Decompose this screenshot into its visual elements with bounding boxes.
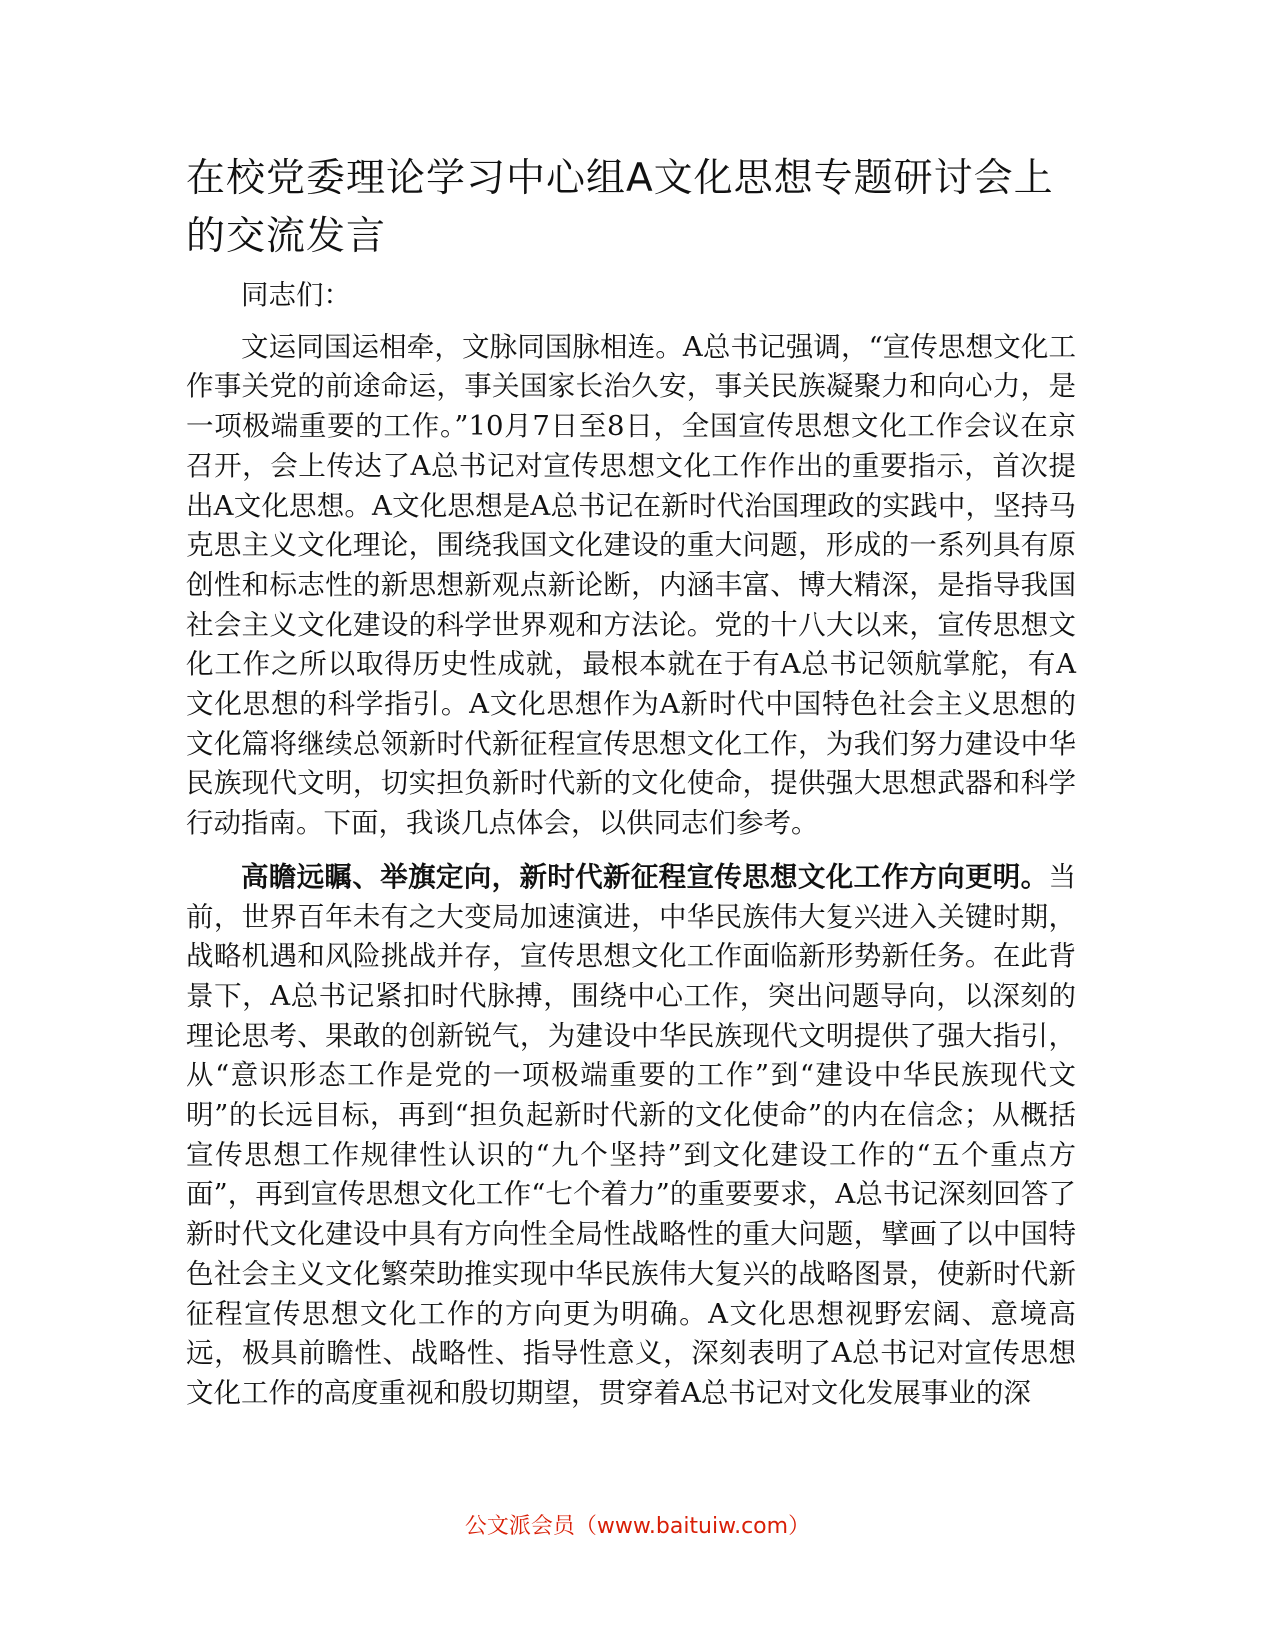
footer-watermark-link[interactable]: 公文派会员（www.baituiw.com） <box>464 1514 811 1539</box>
document-title: 在校党委理论学习中心组A文化思想专题研讨会上的交流发言 <box>186 156 1054 259</box>
paragraph-section-1 <box>186 858 1076 1414</box>
paragraph-intro: 文运同国运相牵，文脉同国脉相连。A总书记强调，“宣传思想文化工作事关党的前途命运，事关国家长治久安，事关民族凝聚力和向心力，是一项极端重要的工作。”10月7日至8日，全国宣传思想文化工作会议在京召开，会上传达了A总书记对宣传思想文化工作作出的重要指示，首次提出A文化思想。A文化思想是A总书记在新时代治国理政的实践中，坚持马克思主义文化理论，围绕我国文化建设的重大问题，形成的一系列具有原创性和标志性的新思想新观点新论断，内涵丰富、博大精深，是指导我国社会主义文化建设的科学世界观和方法论。党的十八大以来，宣传思想文化工作之所以取得历史性成就，最根本就在于有A总书记领航掌舵，有A文化思想的科学指引。A文化思想作为A新时代中国特色社会主义思想的文化篇将继续总领新时代新征程宣传思想文化工作，为我们努力建设中华民族现代文明，切实担负新时代新的文化使命，提供强大思想武器和科学行动指南。下面，我谈几点体会，以供同志们参考。 <box>186 330 1076 840</box>
paragraph-lead-heading: 高瞻远瞩、举旗定向，新时代新征程宣传思想文化工作方向更明。 <box>241 860 1049 893</box>
document-body <box>186 276 1076 1414</box>
salutation: 同志们： <box>241 279 351 311</box>
paragraph-section-1-body: 当前，世界百年未有之大变局加速演进，中华民族伟大复兴进入关键时期，战略机遇和风险挑战并存，宣传思想文化工作面临新形势新任务。在此背景下，A总书记紧扣时代脉搏，围绕中心工作，突出问题导向，以深刻的理论思考、果敢的创新锐气，为建设中华民族现代文明提供了强大指引，从“意识形态工作是党的一项极端重要的工作”到“建设中华民族现代文明”的长远目标，再到“担负起新时代新的文化使命”的内在信念；从概括宣传思想工作规律性认识的“九个坚持”到文化建设工作的“五个重点方面”，再到宣传思想文化工作“七个着力”的重要要求，A总书记深刻回答了新时代文化建设中具有方向性全局性战略性的重大问题，擘画了以中国特色社会主义文化繁荣助推实现中华民族伟大复兴的战略图景，使新时代新征程宣传思想文化工作的方向更为明确。A文化思想视野宏阔、意境高远，极具前瞻性、战略性、指导性意义，深刻表明了A总书记对宣传思想文化工作的高度重视和殷切期望，贯穿着A总书记对文化发展事业的深 <box>186 860 1076 1409</box>
